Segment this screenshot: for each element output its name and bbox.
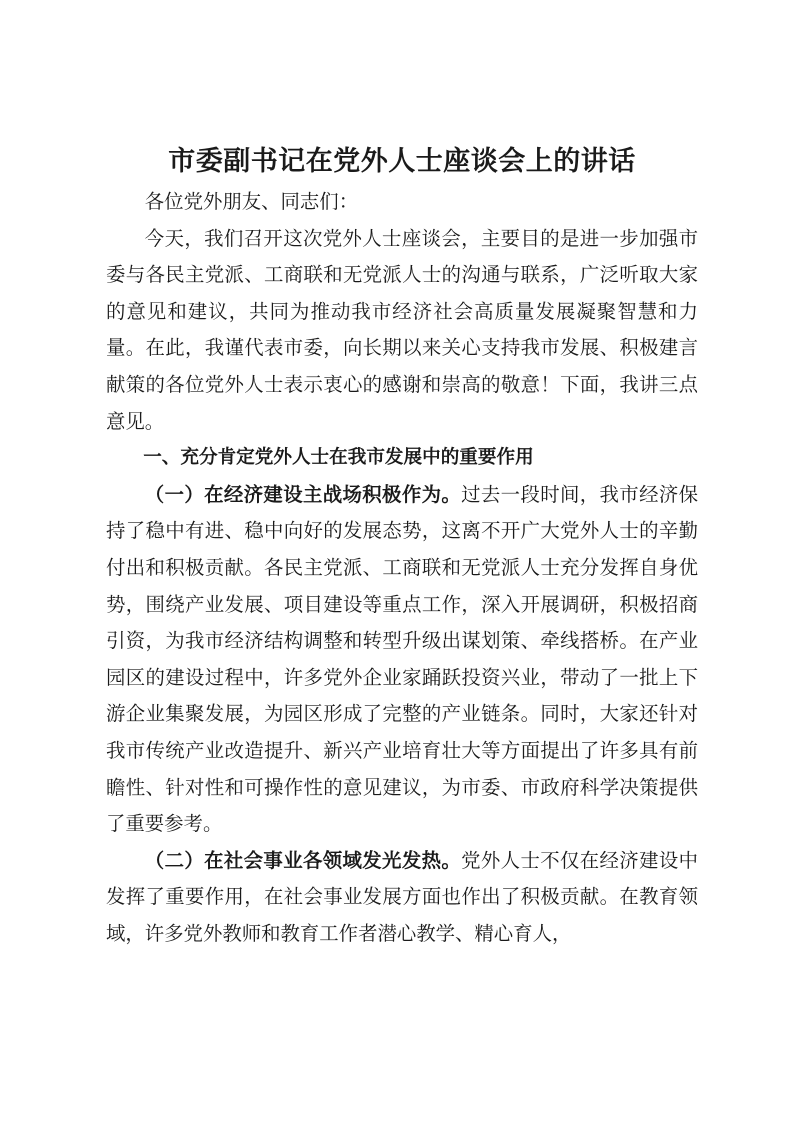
- subsection-2-paragraph: [106, 843, 698, 953]
- salutation: 各位党外朋友、同志们：: [144, 190, 359, 213]
- subsection-1-heading: （一）在经济建设主战场积极作为。: [144, 482, 462, 506]
- section-heading: 一、充分肯定党外人士在我市发展中的重要作用: [143, 447, 534, 469]
- subsection-2-body: 党外人士不仅在经济建设中发挥了重要作用，在社会事业发展方面也作出了积极贡献。在教育领域，许多党外教师和教育工作者潜心教学、精心育人，: [106, 848, 699, 945]
- subsection-1-paragraph: [106, 477, 698, 843]
- subsection-2-heading: （二）在社会事业各领域发光发热。: [144, 848, 462, 872]
- subsection-1-body: 过去一段时间，我市经济保持了稳中有进、稳中向好的发展态势，这离不开广大党外人士的辛勤付出和积极贡献。各民主党派、工商联和无党派人士充分发挥自身优势，围绕产业发展、项目建设等重点工作，深入开展调研，积极招商引资，为我市经济结构调整和转型升级出谋划策、牵线搭桥。在产业园区的建设过程中，许多党外企业家踊跃投资兴业，带动了一批上下游企业集聚发展，为园区形成了完整的产业链条。同时，大家还针对我市传统产业改造提升、新兴产业培育壮大等方面提出了许多具有前瞻性、针对性和可操作性的意见建议，为市委、市政府科学决策提供了重要参考。: [106, 482, 699, 836]
- document-page: [106, 140, 698, 952]
- intro-paragraph: 今天，我们召开这次党外人士座谈会，主要目的是进一步加强市委与各民主党派、工商联和无党派人士的沟通与联系，广泛听取大家的意见和建议，共同为推动我市经济社会高质量发展凝聚智慧和力量。在此，我谨代表市委，向长期以来关心支持我市发展、积极建言献策的各位党外人士表示衷心的感谢和崇高的敬意！下面，我讲三点意见。: [106, 226, 698, 433]
- document-title: 市委副书记在党外人士座谈会上的讲话: [168, 146, 636, 177]
